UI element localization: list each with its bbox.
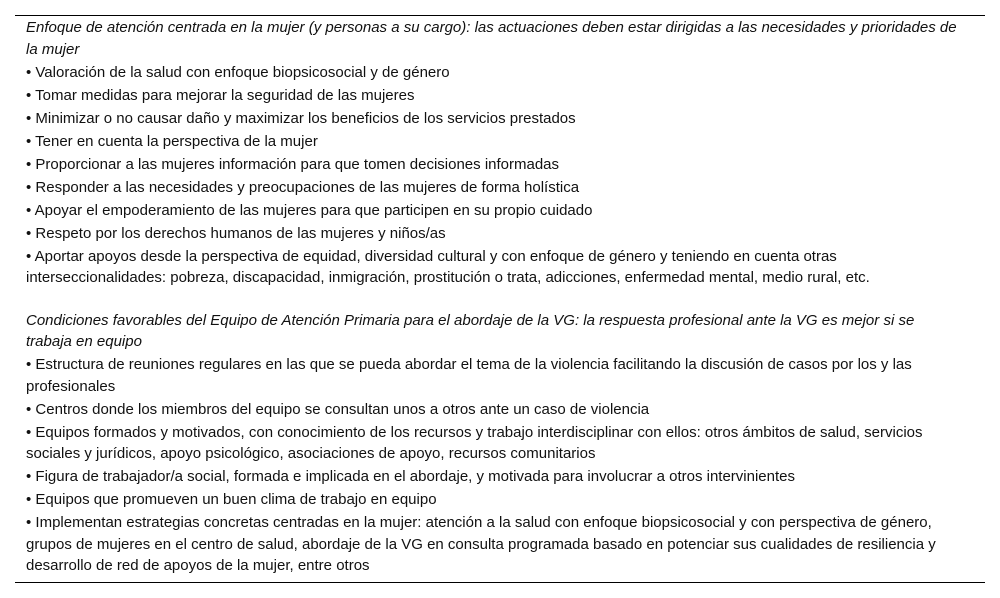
section-spacer (26, 289, 961, 310)
list-item: • Tomar medidas para mejorar la seguridad de las mujeres (26, 86, 415, 104)
list-item: • Equipos que promueven un buen clima de trabajo en equipo (26, 491, 437, 508)
list-item: • Respeto por los derechos humanos de las mujeres y niños/as (26, 224, 446, 242)
list-item: • Aportar apoyos desde la perspectiva de equidad, diversidad cultural y con enfoque de género y teniendo en cuenta otras interseccionalidades: pobreza, discapacidad, inmigración, prostitución o trata, adicciones, enfermedad mental, medio rural, etc. (26, 247, 870, 286)
list-item: • Valoración de la salud con enfoque biopsicosocial y de género (26, 63, 450, 81)
list-item: • Tener en cuenta la perspectiva de la mujer (26, 132, 318, 150)
table-bottom-rule (15, 582, 985, 583)
section-1-list (26, 60, 961, 289)
section-1-heading: Enfoque de atención centrada en la mujer (y personas a su cargo): las actuaciones deben estar dirigidas a las necesidades y prioridades de la mujer (26, 19, 957, 58)
list-item: • Responder a las necesidades y preocupaciones de las mujeres de forma holística (26, 178, 580, 196)
list-item: • Estructura de reuniones regulares en las que se pueda abordar el tema de la violencia facilitando la discusión de casos por los y las profesionales (26, 356, 912, 395)
list-item: • Implementan estrategias concretas centradas en la mujer: atención a la salud con enfoque biopsicosocial y con perspectiva de género, grupos de mujeres en el centro de salud, abordaje de la VG en consulta programada basado en potenciar sus cualidades de resiliencia y desarrollo de red de apoyos de la mujer, entre otros (26, 514, 936, 574)
section-2-list (26, 353, 961, 577)
list-item: • Centros donde los miembros del equipo se consultan unos a otros ante un caso de violencia (26, 400, 650, 418)
list-item: • Apoyar el empoderamiento de las mujeres para que participen en su propio cuidado (26, 201, 593, 219)
list-item: • Proporcionar a las mujeres información para que tomen decisiones informadas (26, 155, 560, 173)
list-item: • Minimizar o no causar daño y maximizar los beneficios de los servicios prestados (26, 109, 576, 127)
list-item: • Figura de trabajador/a social, formada e implicada en el abordaje, y motivada para involucrar a otros intervinientes (26, 468, 795, 485)
list-item: • Equipos formados y motivados, con conocimiento de los recursos y trabajo interdisciplinar con ellos: otros ámbitos de salud, servicios sociales y jurídicos, apoyo psicológico, asociaciones de apoyo, recursos comunitarios (26, 423, 923, 462)
section-2-heading: Condiciones favorables del Equipo de Atención Primaria para el abordaje de la VG: la respuesta profesional ante la VG es mejor si se trabaja en equipo (26, 311, 915, 350)
table-content (26, 17, 961, 577)
table-top-rule (15, 15, 985, 16)
